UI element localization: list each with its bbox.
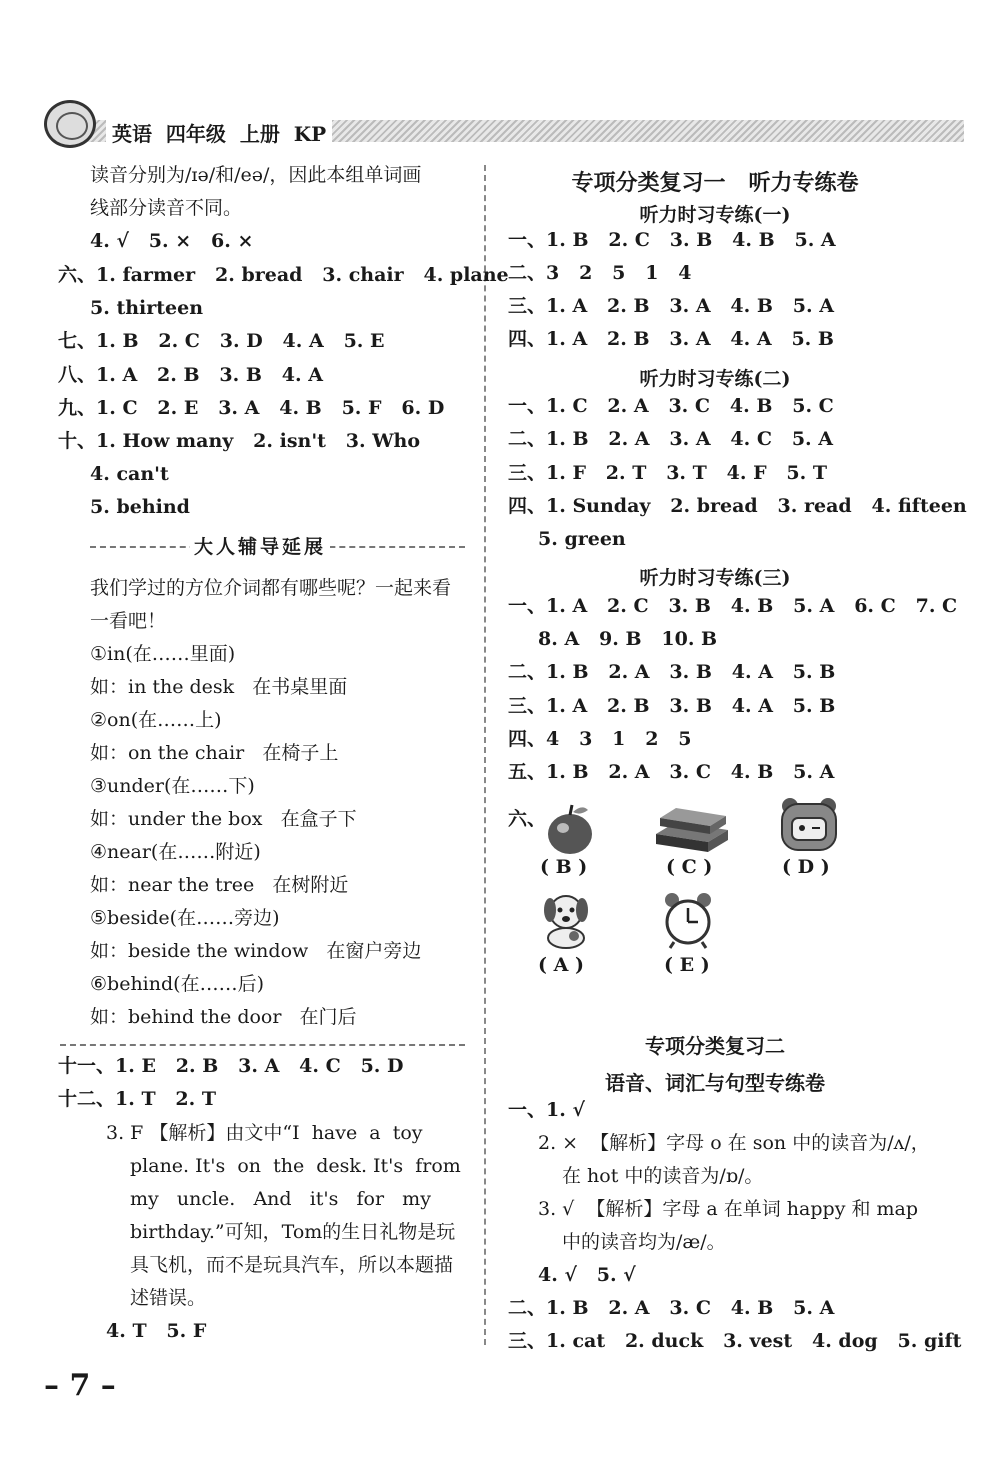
question-6-label: 六、 [508, 808, 547, 830]
right-line: 4. √ 5. √ [538, 1264, 636, 1286]
ext-line: ⑤beside(在……旁边) [90, 907, 280, 929]
ext-line: 如：near the tree 在树附近 [90, 874, 349, 896]
left-line: 5. behind [90, 496, 190, 518]
right-line: 8. A 9. B 10. B [538, 628, 718, 650]
ext-line: 如：behind the door 在门后 [90, 1006, 357, 1028]
right-line: 二、1. B 2. A 3. C 4. B 5. A [508, 1297, 835, 1319]
ext-line: ③under(在……下) [90, 775, 255, 797]
left-line: 七、1. B 2. C 3. D 4. A 5. E [58, 330, 385, 352]
right-line: 二、1. B 2. A 3. B 4. A 5. B [508, 661, 836, 683]
right-line: 三、1. A 2. B 3. A 4. B 5. A [508, 295, 834, 317]
left-tail-line: 十二、1. T 2. T [58, 1088, 217, 1110]
puppy-icon [540, 890, 592, 954]
answer-label: ( D ) [782, 856, 830, 878]
brand-logo-icon [44, 100, 96, 148]
left-line: 八、1. A 2. B 3. B 4. A [58, 364, 323, 386]
apple-icon [542, 802, 598, 860]
ext-line: 我们学过的方位介词都有哪些呢？一起来看 [90, 577, 452, 599]
left-tail-line: plane. It's on the desk. It's from [130, 1155, 461, 1177]
left-line: 十、1. How many 2. isn't 3. Who [58, 430, 421, 452]
right-line: 一、1. √ [508, 1099, 585, 1121]
left-line: 4. √ 5. × 6. × [90, 230, 254, 252]
column-divider [484, 165, 486, 1345]
section-2-title: 专项分类复习二 [645, 1034, 785, 1058]
sub-2-title: 听力时习专练(二) [639, 368, 791, 390]
right-line: 二、3 2 5 1 4 [508, 262, 692, 284]
left-tail-line: 具飞机，而不是玩具汽车，所以本题描 [130, 1254, 454, 1276]
right-line: 5. green [538, 528, 626, 550]
left-tail-line: 十一、1. E 2. B 3. A 4. C 5. D [58, 1055, 404, 1077]
ext-line: ②on(在……上) [90, 709, 222, 731]
left-line: 六、1. farmer 2. bread 3. chair 4. plane [58, 264, 509, 286]
right-line: 3. √ 【解析】字母 a 在单词 happy 和 map [538, 1198, 919, 1220]
page-header [44, 98, 974, 150]
left-line: 5. thirteen [90, 297, 204, 319]
extension-bottom-divider [60, 1044, 465, 1046]
left-line: 九、1. C 2. E 3. A 4. B 5. F 6. D [58, 397, 445, 419]
page-number: – 7 – [44, 1368, 116, 1403]
answer-label: ( E ) [664, 954, 710, 976]
right-line: 四、4 3 1 2 5 [508, 728, 692, 750]
toy-tiger-icon [778, 796, 840, 858]
right-line: 四、1. Sunday 2. bread 3. read 4. fifteen [508, 495, 967, 517]
left-tail-line: 述错误。 [130, 1287, 207, 1309]
answer-label: ( B ) [540, 856, 588, 878]
answer-label: ( A ) [538, 954, 584, 976]
left-tail-line: 3. F 【解析】由文中“I have a toy [106, 1122, 423, 1144]
left-line: 线部分读音不同。 [90, 197, 243, 219]
answer-label: ( C ) [666, 856, 713, 878]
books-icon [652, 800, 732, 860]
right-line: 一、1. B 2. C 3. B 4. B 5. A [508, 229, 836, 251]
left-line: 4. can't [90, 463, 169, 485]
right-line: 三、1. A 2. B 3. B 4. A 5. B [508, 695, 836, 717]
alarm-clock-icon [662, 890, 714, 954]
right-line: 三、1. F 2. T 3. T 4. F 5. T [508, 462, 828, 484]
right-line: 2. × 【解析】字母 o 在 son 中的读音为/ʌ/， [538, 1132, 930, 1154]
ext-line: 如：on the chair 在椅子上 [90, 742, 339, 764]
section-1-title: 专项分类复习一 听力专练卷 [571, 170, 859, 196]
right-line: 中的读音均为/æ/。 [562, 1231, 726, 1253]
left-tail-line: 4. T 5. F [106, 1320, 207, 1342]
ext-line: 如：in the desk 在书桌里面 [90, 676, 348, 698]
ext-line: 一看吧！ [90, 610, 167, 632]
right-line: 一、1. C 2. A 3. C 4. B 5. C [508, 395, 834, 417]
right-line: 五、1. B 2. A 3. C 4. B 5. A [508, 761, 835, 783]
extension-heading [90, 532, 465, 560]
sub-1-title: 听力时习专练(一) [639, 204, 791, 226]
right-line: 二、1. B 2. A 3. A 4. C 5. A [508, 428, 834, 450]
extension-title: 大人辅导延展 [190, 532, 330, 559]
right-line: 四、1. A 2. B 3. A 4. A 5. B [508, 328, 834, 350]
left-line: 读音分别为/ɪə/和/eə/，因此本组单词画 [90, 164, 422, 186]
right-line: 三、1. cat 2. duck 3. vest 4. dog 5. gift [508, 1330, 962, 1352]
left-tail-line: my uncle. And it's for my [130, 1188, 431, 1210]
sub-3-title: 听力时习专练(三) [639, 567, 791, 589]
ext-line: ⑥behind(在……后) [90, 973, 264, 995]
ext-line: ①in(在……里面) [90, 643, 236, 665]
left-tail-line: birthday.”可知，Tom的生日礼物是玩 [130, 1221, 456, 1243]
right-line: 在 hot 中的读音为/ɒ/。 [562, 1165, 764, 1187]
ext-line: 如：beside the window 在窗户旁边 [90, 940, 422, 962]
section-2-subtitle: 语音、词汇与句型专练卷 [605, 1071, 825, 1095]
header-title: 英语 四年级 上册 KP [106, 118, 332, 147]
ext-line: ④near(在……附近) [90, 841, 261, 863]
ext-line: 如：under the box 在盒子下 [90, 808, 357, 830]
right-line: 一、1. A 2. C 3. B 4. B 5. A 6. C 7. C [508, 595, 958, 617]
